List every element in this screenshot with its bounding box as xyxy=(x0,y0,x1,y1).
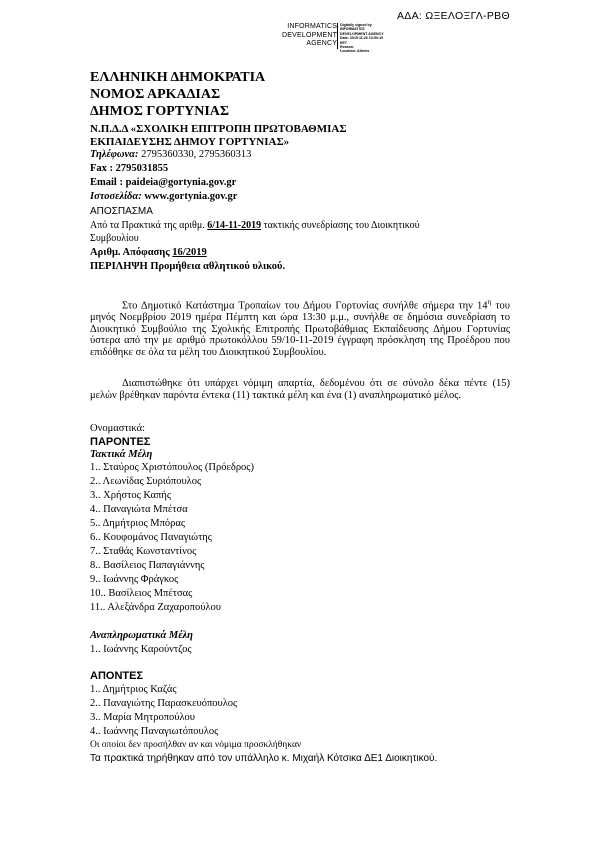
minutes-suffix: τακτικής συνεδρίασης του Διοικητικού xyxy=(261,220,420,231)
minutes-reference xyxy=(90,220,420,231)
body-paragraph-2 xyxy=(90,378,510,401)
alternate-members-heading: Αναπληρωματικά Μέλη xyxy=(90,630,193,641)
entity-heading-line1: Ν.Π.Δ.Δ «ΣΧΟΛΙΚΗ ΕΠΙΤΡΟΠΗ ΠΡΩΤΟΒΑΘΜΙΑΣ xyxy=(90,123,347,135)
list-item: 1.. Ιωάννης Καρούντζος xyxy=(90,644,192,655)
list-item: 1.. Σταύρος Χριστόπουλος (Πρόεδρος) xyxy=(90,462,254,473)
summary-line: ΠΕΡΙΛΗΨΗ Προμήθεια αθλητικού υλικού. xyxy=(90,261,286,272)
list-item: 1.. Δημήτριος Καζάς xyxy=(90,684,177,695)
signature-line: EET xyxy=(340,40,347,45)
fax-line xyxy=(90,163,168,174)
list-item: 7.. Σταθάς Κωνσταντίνος xyxy=(90,546,197,557)
decision-label: Αριθμ. Απόφασης xyxy=(90,247,173,258)
fax-value: 2795031855 xyxy=(113,163,169,174)
agency-logo-text xyxy=(282,23,337,49)
body-text: Στο Δημοτικό Κατάστημα Τροπαίων του Δήμου Γορτυνίας συνήλθε σήμερα την 14 xyxy=(122,300,488,312)
minutes-number: 6/14-11-2019 xyxy=(207,220,262,231)
phone-value: 2795360330, 2795360313 xyxy=(138,149,252,160)
signature-line: Digitally signed by xyxy=(340,23,372,27)
present-heading: ΠΑΡΟΝΤΕΣ xyxy=(90,436,151,448)
absent-heading: ΑΠΟΝΤΕΣ xyxy=(90,670,144,682)
list-item: 11.. Αλεξάνδρα Ζαχαροπούλου xyxy=(90,602,221,613)
fax-label: Fax : xyxy=(90,163,114,174)
body-paragraph-1 xyxy=(90,297,510,358)
ada-code: ΑΔΑ: ΩΞΕΛΟΞΓΛ-ΡΒΘ xyxy=(397,10,510,22)
website-value[interactable]: www.gortynia.gov.gr xyxy=(141,191,238,202)
signature-line: DEVELOPMENT AGENCY xyxy=(340,31,384,36)
absence-note: Οι οποίοι δεν προσήλθαν αν και νόμιμα προσκλήθηκαν xyxy=(90,740,302,750)
email-line xyxy=(90,177,236,188)
email-value[interactable]: paideia@gortynia.gov.gr xyxy=(122,177,237,188)
digital-signature-block xyxy=(340,23,400,54)
list-item: 3.. Μαρία Μητροπούλου xyxy=(90,712,195,723)
decision-number-line xyxy=(90,247,207,258)
minutes-keeper-note: Τα πρακτικά τηρήθηκαν από τον υπάλληλο κ. Μιχαήλ Κότσικα ΔΕ1 Διοικητικού. xyxy=(90,753,438,764)
signature-line: Location: Athens xyxy=(340,49,370,54)
logo-divider xyxy=(337,23,338,49)
list-item: 4.. Ιωάννης Παναγιωτόπουλος xyxy=(90,726,219,737)
body-text: του μηνός Νοεμβρίου 2019 ημέρα Πέμπτη και ώρα 13:30 μ.μ., συνήλθε σε δημόσια συνεδρίαση το Διοικητικό Συμβούλιο της Σχολικής Επιτροπής Πρωτοβάθμιας Εκπαίδευσης Δήμου Γορτυνίας ύστερα από την με αριθμό πρωτοκόλλου 59/10-11-2019 έγγραφη πρόσκληση της Προέδρου που επιδόθηκε σε όλα τα μέλη του Διοικητικού Συμβουλίου. xyxy=(90,300,511,358)
by-name-label: Ονομαστικά: xyxy=(90,423,146,434)
list-item: 4.. Παναγιώτα Μπέτσα xyxy=(90,504,188,515)
phone-label: Τηλέφωνα: xyxy=(90,149,139,160)
list-item: 9.. Ιωάννης Φράγκος xyxy=(90,574,179,585)
website-label: Ιστοσελίδα: xyxy=(90,191,142,202)
minutes-prefix: Από τα Πρακτικά της αριθμ. xyxy=(90,220,208,231)
municipality-heading: ΔΗΜΟΣ ΓΟΡΤΥΝΙΑΣ xyxy=(90,104,230,119)
logo-line: INFORMATICS xyxy=(287,23,338,30)
signature-line: INFORMATICS xyxy=(340,27,365,32)
list-item: 2.. Λεωνίδας Συριόπουλος xyxy=(90,476,202,487)
list-item: 5.. Δημήτριος Μπόρας xyxy=(90,518,186,529)
list-item: 3.. Χρήστος Καπής xyxy=(90,490,171,501)
list-item: 6.. Κουφομάνος Παναγιώτης xyxy=(90,532,212,543)
body-text: Διαπιστώθηκε ότι υπάρχει νόμιμη απαρτία, δεδομένου ότι σε σύνολο δέκα πέντε (15) μελών βρέθηκαν παρόντα έντεκα (11) τακτικά μέλη και ένα (1) αναπληρωματικό μέλος. xyxy=(90,378,510,401)
decision-number: 16/2019 xyxy=(172,247,207,258)
entity-heading-line2: ΕΚΠΑΙΔΕΥΣΗΣ ΔΗΜΟΥ ΓΟΡΤΥΝΙΑΣ» xyxy=(90,136,290,148)
signature-line: Date: 2019.11.26 10:50:10 xyxy=(340,36,384,41)
minutes-reference-line2: Συμβουλίου xyxy=(90,233,139,244)
superscript: η xyxy=(487,298,492,306)
list-item: 2.. Παναγιώτης Παρασκευόπουλος xyxy=(90,698,238,709)
phone-line xyxy=(90,149,251,160)
extract-title: ΑΠΟΣΠΑΣΜΑ xyxy=(90,206,153,217)
list-item: 8.. Βασίλειος Παπαγιάννης xyxy=(90,560,205,571)
logo-line: DEVELOPMENT xyxy=(282,31,338,39)
website-line xyxy=(90,191,237,202)
republic-heading: ΕΛΛΗΝΙΚΗ ΔΗΜΟΚΡΑΤΙΑ xyxy=(90,70,266,85)
list-item: 10.. Βασίλειος Μπέτσας xyxy=(90,588,193,599)
logo-line: AGENCY xyxy=(306,40,338,48)
prefecture-heading: ΝΟΜΟΣ ΑΡΚΑΔΙΑΣ xyxy=(90,87,221,102)
email-label: Email : xyxy=(90,177,123,188)
regular-members-heading: Τακτικά Μέλη xyxy=(90,449,153,460)
signature-line: Reason: xyxy=(340,45,355,50)
